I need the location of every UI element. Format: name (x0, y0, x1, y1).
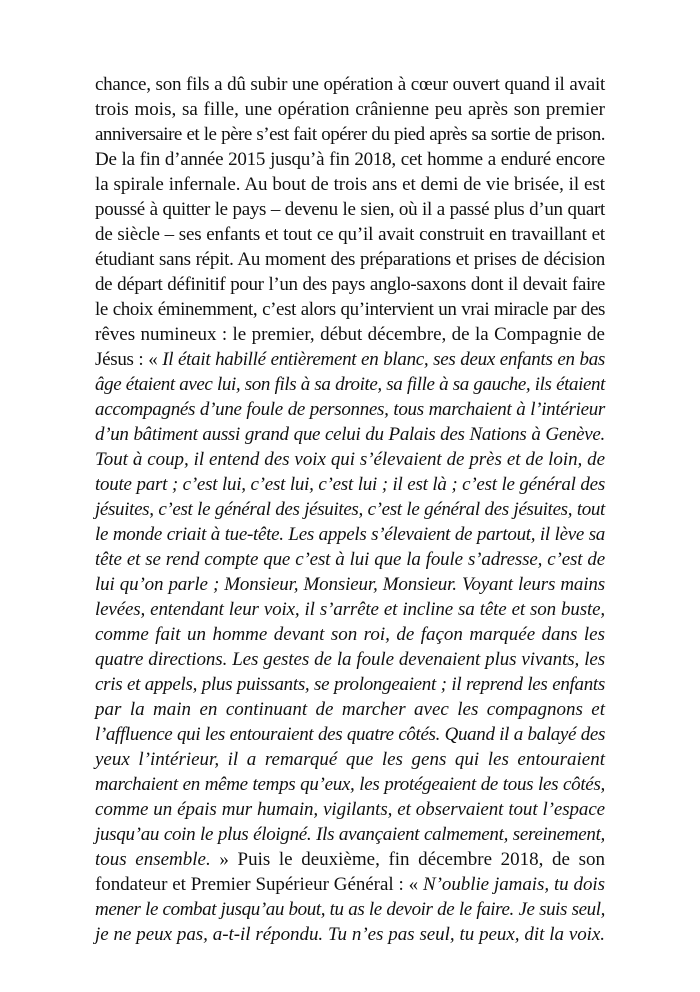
text-line (95, 147, 605, 172)
text-segment: rêves numineux : le premier, début décembre, de la Compagnie de (95, 324, 605, 345)
text-line (95, 797, 605, 822)
text-line (95, 622, 605, 647)
italic-text-segment: je ne peux pas, a-t-il répondu. Tu n’es pas seul, tu peux, dit la voix. (95, 924, 605, 945)
text-line (95, 97, 605, 122)
text-line (95, 747, 605, 772)
text-segment: de siècle – ses enfants et tout ce qu’il avait construit en travaillant et (95, 224, 605, 245)
text-line (95, 772, 605, 797)
text-line (95, 872, 605, 897)
italic-text-segment: comme un épais mur humain, vigilants, et observaient tout l’espace (95, 799, 605, 820)
italic-text-segment: d’un bâtiment aussi grand que celui du Palais des Nations à Genève. (95, 424, 605, 445)
text-line (95, 522, 605, 547)
text-segment: fondateur et Premier Supérieur Général : « (95, 874, 423, 895)
italic-text-segment: le monde criait à tue-tête. Les appels s’élevaient de partout, il lève sa (95, 524, 605, 545)
text-line (95, 272, 605, 297)
text-segment: la spirale infernale. Au bout de trois ans et demi de vie brisée, il est (95, 174, 605, 195)
text-line (95, 172, 605, 197)
text-line (95, 397, 605, 422)
text-segment: » Puis le deuxième, fin décembre 2018, de son (210, 849, 605, 870)
text-segment: De la fin d’année 2015 jusqu’à fin 2018, cet homme a enduré encore (95, 149, 605, 170)
italic-text-segment: quatre directions. Les gestes de la foule devenaient plus vivants, les (95, 649, 605, 670)
text-line (95, 422, 605, 447)
text-line (95, 697, 605, 722)
text-line (95, 447, 605, 472)
italic-text-segment: jusqu’au coin le plus éloigné. Ils avançaient calmement, sereinement, (95, 824, 605, 845)
text-line (95, 547, 605, 572)
text-line (95, 72, 605, 97)
text-segment: poussé à quitter le pays – devenu le sien, où il a passé plus d’un quart (95, 199, 605, 220)
italic-text-segment: par la main en continuant de marcher avec les compagnons et (95, 699, 605, 720)
text-line (95, 922, 605, 947)
italic-text-segment: âge étaient avec lui, son fils à sa droite, sa fille à sa gauche, ils étaient (95, 374, 605, 395)
italic-text-segment: tous ensemble. (95, 849, 211, 870)
document-page-text (95, 72, 605, 947)
text-segment: trois mois, sa fille, une opération crânienne peu après son premier (95, 99, 605, 120)
text-line (95, 647, 605, 672)
text-line (95, 322, 605, 347)
italic-text-segment: Il était habillé entièrement en blanc, ses deux enfants en bas (162, 349, 605, 370)
italic-text-segment: marchaient en même temps qu’eux, les protégeaient de tous les côtés, (95, 774, 605, 795)
text-line (95, 122, 605, 147)
italic-text-segment: comme fait un homme devant son roi, de façon marquée dans les (95, 624, 605, 645)
text-line (95, 347, 605, 372)
text-line (95, 722, 605, 747)
italic-text-segment: accompagnés d’une foule de personnes, tous marchaient à l’intérieur (95, 399, 605, 420)
italic-text-segment: Tout à coup, il entend des voix qui s’élevaient de près et de loin, de (95, 449, 605, 470)
text-segment: de départ définitif pour l’un des pays anglo-saxons dont il devait faire (95, 274, 605, 295)
italic-text-segment: tête et se rend compte que c’est à lui que la foule s’adresse, c’est de (95, 549, 605, 570)
italic-text-segment: cris et appels, plus puissants, se prolongeaient ; il reprend les enfants (95, 674, 605, 695)
text-line (95, 197, 605, 222)
italic-text-segment: lui qu’on parle ; Monsieur, Monsieur, Monsieur. Voyant leurs mains (95, 574, 605, 595)
text-line (95, 372, 605, 397)
italic-text-segment: l’affluence qui les entouraient des quatre côtés. Quand il a balayé des (95, 724, 605, 745)
italic-text-segment: mener le combat jusqu’au bout, tu as le devoir de le faire. Je suis seul, (95, 899, 605, 920)
text-segment: étudiant sans répit. Au moment des préparations et prises de décision (95, 249, 605, 270)
italic-text-segment: yeux l’intérieur, il a remarqué que les gens qui les entouraient (95, 749, 605, 770)
text-segment: Jésus : « (95, 349, 163, 370)
italic-text-segment: levées, entendant leur voix, il s’arrête et incline sa tête et son buste, (95, 599, 605, 620)
text-line (95, 472, 605, 497)
italic-text-segment: jésuites, c’est le général des jésuites, c’est le général des jésuites, tout (95, 499, 605, 520)
text-line (95, 847, 605, 872)
text-line (95, 822, 605, 847)
text-line (95, 297, 605, 322)
text-line (95, 597, 605, 622)
italic-text-segment: toute part ; c’est lui, c’est lui, c’est lui ; il est là ; c’est le général des (95, 474, 605, 495)
text-line (95, 222, 605, 247)
italic-text-segment: N’oublie jamais, tu dois (422, 874, 605, 895)
text-line (95, 247, 605, 272)
text-segment: le choix éminemment, c’est alors qu’intervient un vrai miracle par des (95, 299, 605, 320)
text-segment: anniversaire et le père s’est fait opérer du pied après sa sortie de prison. (95, 124, 605, 145)
text-segment: chance, son fils a dû subir une opération à cœur ouvert quand il avait (95, 74, 605, 95)
text-line (95, 572, 605, 597)
text-line (95, 897, 605, 922)
text-line (95, 497, 605, 522)
text-line (95, 672, 605, 697)
